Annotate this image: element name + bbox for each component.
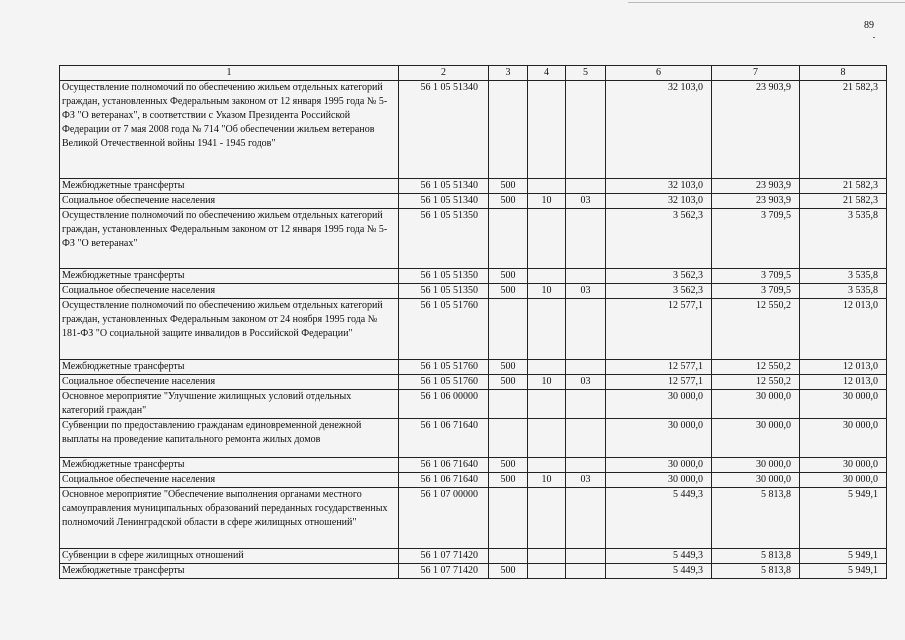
row-description: Межбюджетные трансферты (60, 269, 399, 284)
row-code: 56 1 05 51340 (399, 81, 489, 179)
row-amount-col8: 21 582,3 (800, 194, 887, 209)
row-code: 56 1 06 71640 (399, 473, 489, 488)
row-code: 56 1 05 51350 (399, 269, 489, 284)
row-section (528, 549, 566, 564)
row-expense-type: 500 (489, 473, 528, 488)
row-subsection: 03 (566, 375, 606, 390)
row-section (528, 564, 566, 579)
row-amount-col7: 12 550,2 (712, 299, 800, 360)
row-amount-col7: 3 709,5 (712, 209, 800, 269)
row-code: 56 1 07 71420 (399, 564, 489, 579)
row-section: 10 (528, 284, 566, 299)
row-amount-col8: 3 535,8 (800, 269, 887, 284)
row-description: Осуществление полномочий по обеспечению жильем отдельных категорий граждан, установленных Федеральным законом от 24 ноября 1995 года № 181-ФЗ "О социальной защите инвалидов в Российской Федерации" (60, 299, 399, 360)
table-row (60, 375, 887, 390)
row-expense-type: 500 (489, 375, 528, 390)
column-header: 1 (60, 66, 399, 81)
row-amount-col7: 12 550,2 (712, 360, 800, 375)
row-amount-col6: 5 449,3 (606, 549, 712, 564)
row-amount-col6: 32 103,0 (606, 81, 712, 179)
row-amount-col8: 30 000,0 (800, 390, 887, 419)
row-section (528, 458, 566, 473)
row-amount-col8: 3 535,8 (800, 284, 887, 299)
row-subsection (566, 488, 606, 549)
row-subsection (566, 419, 606, 458)
row-section (528, 179, 566, 194)
row-amount-col8: 3 535,8 (800, 209, 887, 269)
row-code: 56 1 05 51340 (399, 179, 489, 194)
row-amount-col8: 21 582,3 (800, 179, 887, 194)
row-subsection (566, 549, 606, 564)
row-expense-type (489, 419, 528, 458)
row-amount-col8: 12 013,0 (800, 360, 887, 375)
row-amount-col6: 32 103,0 (606, 194, 712, 209)
row-amount-col6: 32 103,0 (606, 179, 712, 194)
row-description: Межбюджетные трансферты (60, 179, 399, 194)
row-expense-type: 500 (489, 194, 528, 209)
row-description: Основное мероприятие "Обеспечение выполнения органами местного самоуправления муниципальных образований переданных государственных полномочий Ленинградской области в сфере жилищных отношений" (60, 488, 399, 549)
row-section: 10 (528, 375, 566, 390)
row-amount-col8: 30 000,0 (800, 473, 887, 488)
row-amount-col7: 23 903,9 (712, 81, 800, 179)
row-code: 56 1 05 51350 (399, 284, 489, 299)
row-amount-col8: 5 949,1 (800, 488, 887, 549)
row-section (528, 360, 566, 375)
table-row (60, 81, 887, 179)
scan-edge-line (628, 2, 905, 3)
row-code: 56 1 05 51760 (399, 360, 489, 375)
row-expense-type (489, 549, 528, 564)
row-code: 56 1 05 51760 (399, 299, 489, 360)
row-description: Социальное обеспечение населения (60, 284, 399, 299)
row-code: 56 1 06 71640 (399, 458, 489, 473)
row-amount-col7: 5 813,8 (712, 564, 800, 579)
table-row (60, 299, 887, 360)
row-amount-col6: 5 449,3 (606, 488, 712, 549)
row-code: 56 1 06 00000 (399, 390, 489, 419)
row-expense-type: 500 (489, 179, 528, 194)
row-expense-type: 500 (489, 564, 528, 579)
row-code: 56 1 07 71420 (399, 549, 489, 564)
column-header: 8 (800, 66, 887, 81)
row-code: 56 1 06 71640 (399, 419, 489, 458)
column-header: 5 (566, 66, 606, 81)
row-subsection (566, 458, 606, 473)
row-amount-col6: 12 577,1 (606, 375, 712, 390)
row-description: Межбюджетные трансферты (60, 360, 399, 375)
row-amount-col7: 23 903,9 (712, 179, 800, 194)
table-row (60, 390, 887, 419)
row-amount-col6: 30 000,0 (606, 390, 712, 419)
row-description: Осуществление полномочий по обеспечению жильем отдельных категорий граждан, установленных Федеральным законом от 12 января 1995 года № 5-ФЗ "О ветеранах" (60, 209, 399, 269)
row-section: 10 (528, 473, 566, 488)
page-number: 89 (864, 20, 874, 31)
row-subsection (566, 81, 606, 179)
row-amount-col6: 12 577,1 (606, 299, 712, 360)
row-code: 56 1 05 51350 (399, 209, 489, 269)
row-amount-col8: 30 000,0 (800, 419, 887, 458)
row-amount-col6: 30 000,0 (606, 419, 712, 458)
row-section (528, 209, 566, 269)
row-description: Межбюджетные трансферты (60, 564, 399, 579)
row-section (528, 390, 566, 419)
row-section (528, 81, 566, 179)
row-subsection (566, 209, 606, 269)
budget-table (59, 65, 887, 579)
row-amount-col7: 30 000,0 (712, 473, 800, 488)
row-amount-col8: 12 013,0 (800, 375, 887, 390)
row-description: Социальное обеспечение населения (60, 473, 399, 488)
column-header: 7 (712, 66, 800, 81)
table-row (60, 549, 887, 564)
table-header-row (60, 66, 887, 81)
row-amount-col6: 3 562,3 (606, 269, 712, 284)
column-header: 2 (399, 66, 489, 81)
table-row (60, 488, 887, 549)
row-subsection (566, 299, 606, 360)
row-amount-col8: 21 582,3 (800, 81, 887, 179)
row-expense-type (489, 390, 528, 419)
row-description: Субвенции в сфере жилищных отношений (60, 549, 399, 564)
row-amount-col8: 12 013,0 (800, 299, 887, 360)
row-amount-col8: 5 949,1 (800, 564, 887, 579)
row-amount-col6: 5 449,3 (606, 564, 712, 579)
row-amount-col7: 12 550,2 (712, 375, 800, 390)
row-description: Субвенции по предоставлению гражданам единовременной денежной выплаты на проведение капитального ремонта жилых домов (60, 419, 399, 458)
row-amount-col7: 5 813,8 (712, 549, 800, 564)
row-section (528, 419, 566, 458)
row-subsection (566, 269, 606, 284)
row-amount-col7: 30 000,0 (712, 390, 800, 419)
row-amount-col7: 23 903,9 (712, 194, 800, 209)
row-description: Социальное обеспечение населения (60, 375, 399, 390)
row-section (528, 299, 566, 360)
row-amount-col7: 5 813,8 (712, 488, 800, 549)
row-description: Социальное обеспечение населения (60, 194, 399, 209)
row-subsection (566, 564, 606, 579)
row-subsection (566, 179, 606, 194)
table-row (60, 419, 887, 458)
row-expense-type (489, 81, 528, 179)
row-section (528, 269, 566, 284)
table-row (60, 564, 887, 579)
row-description: Основное мероприятие "Улучшение жилищных условий отдельных категорий граждан" (60, 390, 399, 419)
row-description: Межбюджетные трансферты (60, 458, 399, 473)
row-amount-col7: 3 709,5 (712, 284, 800, 299)
row-expense-type: 500 (489, 458, 528, 473)
row-amount-col8: 30 000,0 (800, 458, 887, 473)
row-expense-type: 500 (489, 284, 528, 299)
scan-mark (873, 37, 875, 38)
table-row (60, 458, 887, 473)
column-header: 4 (528, 66, 566, 81)
row-amount-col6: 3 562,3 (606, 209, 712, 269)
row-amount-col6: 12 577,1 (606, 360, 712, 375)
row-expense-type (489, 209, 528, 269)
table-row (60, 360, 887, 375)
table-row (60, 179, 887, 194)
row-subsection (566, 390, 606, 419)
row-code: 56 1 05 51760 (399, 375, 489, 390)
row-description: Осуществление полномочий по обеспечению жильем отдельных категорий граждан, установленных Федеральным законом от 12 января 1995 года № 5-ФЗ "О ветеранах", в соответствии с Указом Президента Российской Федерации от 7 мая 2008 года № 714 "Об обеспечении жильем ветеранов Великой Отечественной войны 1941 - 1945 годов" (60, 81, 399, 179)
row-amount-col6: 30 000,0 (606, 473, 712, 488)
table-row (60, 269, 887, 284)
row-expense-type: 500 (489, 360, 528, 375)
table-row (60, 194, 887, 209)
table-row (60, 284, 887, 299)
row-subsection (566, 360, 606, 375)
column-header: 6 (606, 66, 712, 81)
row-expense-type (489, 299, 528, 360)
row-expense-type: 500 (489, 269, 528, 284)
row-code: 56 1 07 00000 (399, 488, 489, 549)
row-amount-col7: 30 000,0 (712, 458, 800, 473)
row-code: 56 1 05 51340 (399, 194, 489, 209)
table-row (60, 473, 887, 488)
row-amount-col7: 30 000,0 (712, 419, 800, 458)
row-subsection: 03 (566, 473, 606, 488)
row-section (528, 488, 566, 549)
table-row (60, 209, 887, 269)
column-header: 3 (489, 66, 528, 81)
row-subsection: 03 (566, 194, 606, 209)
row-expense-type (489, 488, 528, 549)
row-section: 10 (528, 194, 566, 209)
row-amount-col6: 3 562,3 (606, 284, 712, 299)
row-subsection: 03 (566, 284, 606, 299)
row-amount-col6: 30 000,0 (606, 458, 712, 473)
row-amount-col8: 5 949,1 (800, 549, 887, 564)
row-amount-col7: 3 709,5 (712, 269, 800, 284)
